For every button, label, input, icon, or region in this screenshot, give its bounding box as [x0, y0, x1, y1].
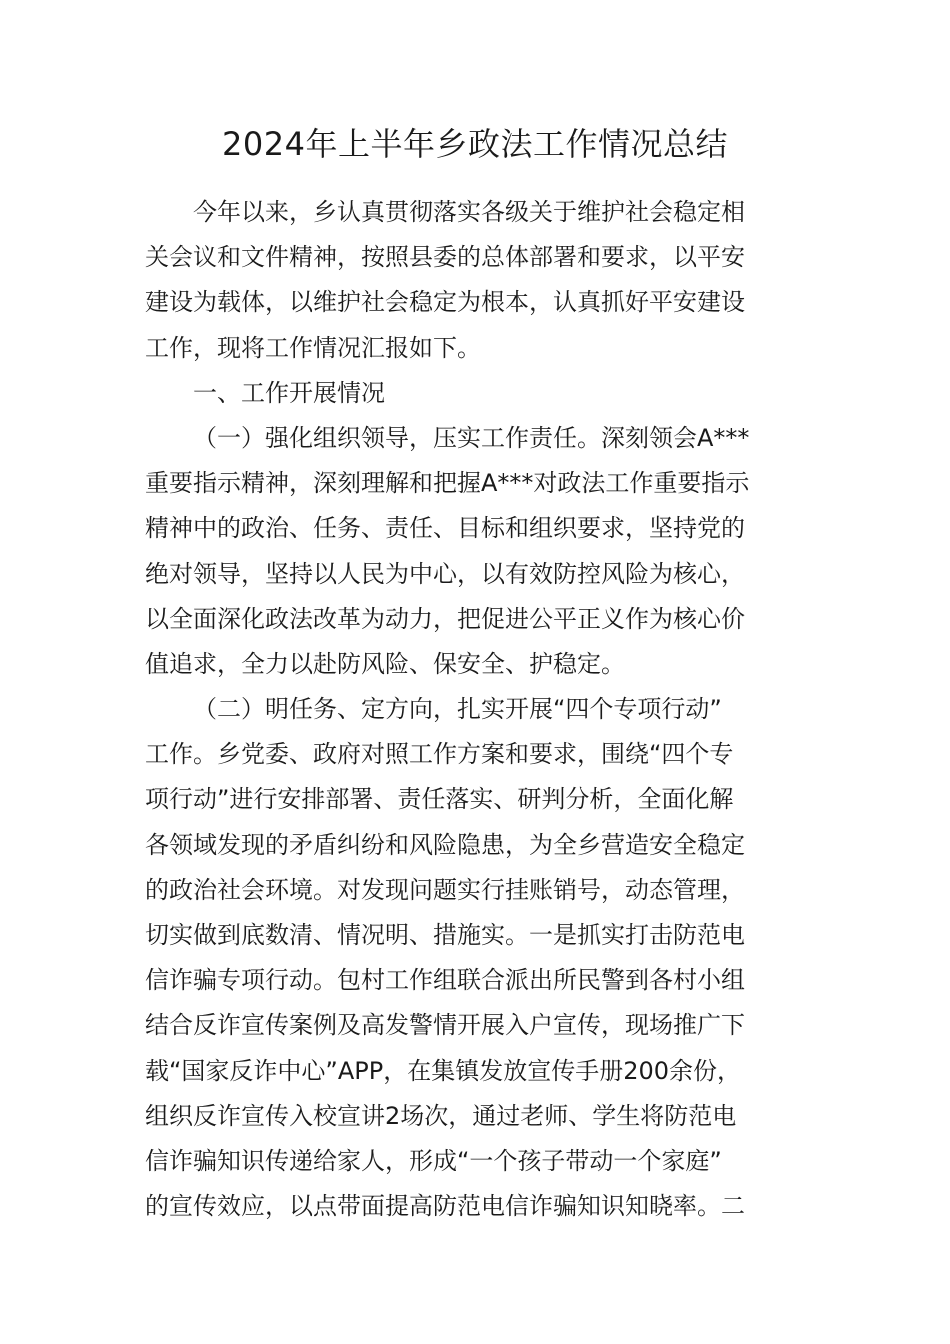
paragraph-line: 信诈骗知识传递给家人，形成“一个孩子带动一个家庭” [145, 1146, 722, 1175]
paragraph-line: 工作。乡党委、政府对照工作方案和要求，围绕“四个专 [145, 740, 734, 769]
paragraph-line: 绝对领导，坚持以人民为中心，以有效防控风险为核心， [145, 559, 745, 588]
paragraph-line: 关会议和文件精神，按照县委的总体部署和要求，以平安 [145, 243, 745, 272]
paragraph-line: 今年以来，乡认真贯彻落实各级关于维护社会稳定相 [193, 198, 745, 226]
paragraph-line: 结合反诈宣传案例及高发警情开展入户宣传，现场推广下 [145, 1011, 745, 1040]
paragraph-line: 各领域发现的矛盾纠纷和风险隐患，为全乡营造安全稳定 [145, 830, 745, 859]
paragraph-line: 信诈骗专项行动。包村工作组联合派出所民警到各村小组 [145, 966, 745, 995]
paragraph-line: 建设为载体，以维护社会稳定为根本，认真抓好平安建设 [145, 288, 745, 317]
paragraph-line: 重要指示精神，深刻理解和把握A***对政法工作重要指示 [145, 469, 750, 498]
paragraph-line: 工作，现将工作情况汇报如下。 [145, 333, 481, 362]
paragraph-line: 的政治社会环境。对发现问题实行挂账销号，动态管理， [145, 875, 745, 904]
document-title: 2024年上半年乡政法工作情况总结 [222, 125, 728, 163]
paragraph-line: 组织反诈宣传入校宣讲2场次，通过老师、学生将防范电 [145, 1101, 737, 1130]
paragraph-line: （二）明任务、定方向，扎实开展“四个专项行动” [193, 695, 722, 724]
document-body [145, 190, 815, 1229]
paragraph-line: 切实做到底数清、情况明、措施实。一是抓实打击防范电 [145, 921, 745, 949]
paragraph-line: 值追求，全力以赴防风险、保安全、护稳定。 [145, 649, 625, 678]
paragraph-line: 项行动”进行安排部署、责任落实、研判分析，全面化解 [145, 785, 734, 814]
paragraph-line: 精神中的政治、任务、责任、目标和组织要求，坚持党的 [145, 514, 745, 543]
paragraph-line: （一）强化组织领导，压实工作责任。深刻领会A*** [193, 423, 750, 452]
section-heading: 一、工作开展情况 [193, 378, 385, 407]
paragraph-line: 载“国家反诈中心”APP，在集镇发放宣传手册200余份， [145, 1056, 742, 1085]
paragraph-line: 的宣传效应，以点带面提高防范电信诈骗知识知晓率。二 [145, 1192, 745, 1221]
paragraph-line: 以全面深化政法改革为动力，把促进公平正义作为核心价 [145, 604, 745, 633]
